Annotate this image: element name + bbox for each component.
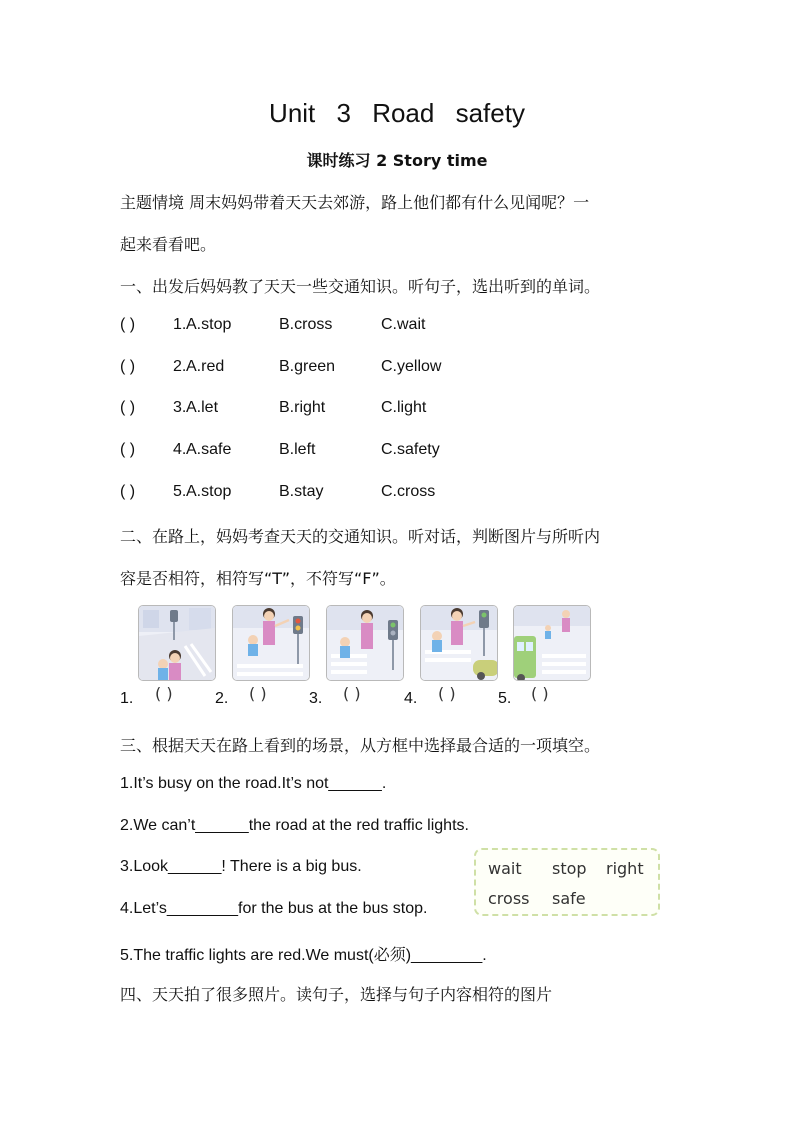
question-number: 3. <box>173 399 187 416</box>
picture-number-4: 4. <box>404 690 418 707</box>
option-c: C.wait <box>381 316 426 333</box>
option-c: C.safety <box>381 441 440 458</box>
picture-answer-blank-3[interactable]: ( ) <box>343 684 361 703</box>
word-bank-word: cross <box>488 889 530 908</box>
picture-answer-blank-1[interactable]: ( ) <box>155 684 173 703</box>
fill-sentence-3[interactable]: 3.Look______! There is a big bus. <box>120 858 362 875</box>
fill-sentence-4[interactable]: 4.Let’s________for the bus at the bus stop. <box>120 900 428 917</box>
section4-instruction: 四、天天拍了很多照片。读句子，选择与句子内容相符的图片 <box>120 985 553 1004</box>
option-b: B.left <box>279 441 316 458</box>
picture-number-1: 1. <box>120 690 134 707</box>
picture-answer-blank-4[interactable]: ( ) <box>438 684 456 703</box>
scene-image-1 <box>138 605 216 681</box>
word-bank-word: wait <box>488 859 522 878</box>
question-number: 1. <box>173 316 187 333</box>
option-a: A.red <box>186 358 225 375</box>
picture-number-2: 2. <box>215 690 229 707</box>
section2-instruction-2: 容是否相符，相符写“T”，不符写“F”。 <box>120 569 396 588</box>
answer-blank[interactable]: ( ) <box>120 399 136 416</box>
option-b: B.green <box>279 358 336 375</box>
page-subtitle: 课时练习 2 Story time <box>306 151 488 170</box>
question-number: 4. <box>173 441 187 458</box>
word-bank-word: stop <box>552 859 587 878</box>
option-a: A.safe <box>186 441 232 458</box>
scene-image-5 <box>513 605 591 681</box>
picture-number-5: 5. <box>498 690 512 707</box>
word-bank-box <box>474 848 660 916</box>
option-a: A.stop <box>186 483 232 500</box>
section1-instruction: 一、出发后妈妈教了天天一些交通知识。听句子，选出听到的单词。 <box>120 277 601 296</box>
fill-sentence-2[interactable]: 2.We can’t______the road at the red traffic lights. <box>120 817 469 834</box>
answer-blank[interactable]: ( ) <box>120 358 136 375</box>
option-a: A.let <box>186 399 219 416</box>
answer-blank[interactable]: ( ) <box>120 316 136 333</box>
fill-sentence-1[interactable]: 1.It’s busy on the road.It’s not______. <box>120 775 387 792</box>
section2-instruction-1: 二、在路上，妈妈考查天天的交通知识。听对话，判断图片与所听内 <box>120 527 601 546</box>
scene-image-2 <box>232 605 310 681</box>
section3-instruction: 三、根据天天在路上看到的场景，从方框中选择最合适的一项填空。 <box>120 736 601 755</box>
picture-number-3: 3. <box>309 690 323 707</box>
scene-image-3 <box>326 605 404 681</box>
option-b: B.right <box>279 399 326 416</box>
answer-blank[interactable]: ( ) <box>120 483 136 500</box>
scene-image-4 <box>420 605 498 681</box>
word-bank-word: safe <box>552 889 586 908</box>
picture-answer-blank-5[interactable]: ( ) <box>531 684 549 703</box>
intro-line-2: 起来看看吧。 <box>120 235 217 254</box>
option-c: C.light <box>381 399 427 416</box>
fill-sentence-5[interactable]: 5.The traffic lights are red.We must(必须)________. <box>120 947 487 964</box>
answer-blank[interactable]: ( ) <box>120 441 136 458</box>
option-c: C.cross <box>381 483 436 500</box>
word-bank-word: right <box>606 859 644 878</box>
page-title: Unit 3 Road safety <box>269 98 525 128</box>
question-number: 2. <box>173 358 187 375</box>
option-b: B.stay <box>279 483 324 500</box>
option-a: A.stop <box>186 316 232 333</box>
option-c: C.yellow <box>381 358 442 375</box>
option-b: B.cross <box>279 316 333 333</box>
picture-answer-blank-2[interactable]: ( ) <box>249 684 267 703</box>
intro-line-1: 主题情境 周末妈妈带着天天去郊游，路上他们都有什么见闻呢？一 <box>120 193 590 212</box>
question-number: 5. <box>173 483 187 500</box>
